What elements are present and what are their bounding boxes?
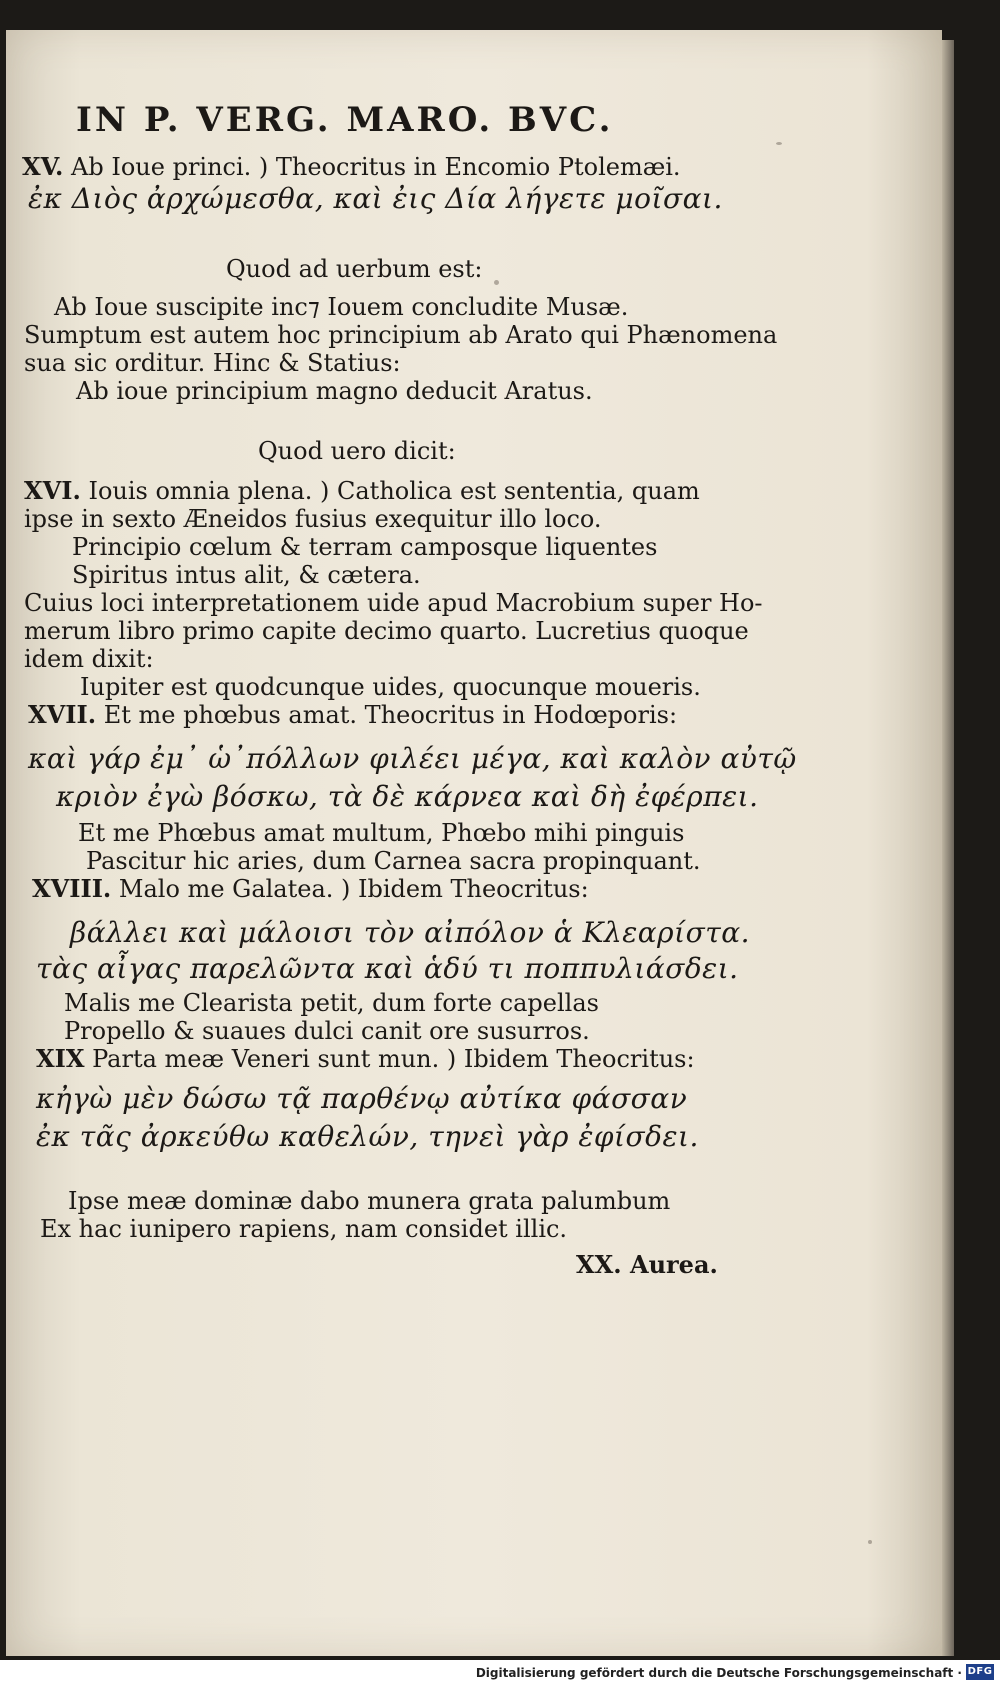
ink-spot — [494, 280, 499, 285]
text-line: merum libro primo capite decimo quarto. Lucretius quoque — [24, 617, 749, 645]
text-line — [36, 1044, 695, 1074]
greek-line: κἠγὼ μὲν δώσω τᾷ παρθένῳ αὐτίκα φάσσαν — [36, 1082, 688, 1115]
text-line: Malis me Clearista petit, dum forte capellas — [64, 989, 599, 1017]
text-line: Ab ioue principium magno deducit Aratus. — [76, 377, 593, 405]
text-line: Et me Phœbus amat multum, Phœbo mihi pinguis — [78, 819, 685, 847]
text-line: Sumptum est autem hoc principium ab Arato qui Phænomena — [24, 321, 778, 349]
text-line: Iupiter est quodcunque uides, quocunque moueris. — [80, 673, 701, 701]
section-heading: Quod uero dicit: — [258, 437, 456, 465]
verse-number: XIX — [36, 1044, 85, 1073]
text-line: Principio cœlum & terram camposque liquentes — [72, 533, 658, 561]
dfg-logo: DFG — [966, 1664, 994, 1680]
ink-spot — [776, 142, 782, 145]
text-line — [22, 152, 681, 182]
ink-spot — [868, 1540, 872, 1544]
text-line — [28, 700, 677, 730]
text-line — [24, 476, 700, 506]
verse-number: XV. — [22, 152, 64, 181]
text-line: Pascitur hic aries, dum Carnea sacra propinquant. — [86, 847, 701, 875]
greek-line: ἐκ Διὸς ἀρχώμεσθα, καὶ ἐις Δία λήγετε μοῖσαι. — [28, 182, 723, 215]
greek-line: καὶ γάρ ἐμ᾽ ὡ᾽πόλλων φιλέει μέγα, καὶ καλὸν αὐτῷ — [28, 742, 797, 775]
line-text: Parta meæ Veneri sunt mun. ) Ibidem Theocritus: — [92, 1045, 695, 1073]
funding-credit: Digitalisierung gefördert durch die Deutsche Forschungsgemeinschaft · — [475, 1666, 962, 1680]
line-text: Iouis omnia plena. ) Catholica est sententia, quam — [88, 477, 700, 505]
section-heading: Quod ad uerbum est: — [226, 255, 483, 283]
greek-line: ἐκ τᾶς ἀρκεύθω καθελών, τηνεὶ γὰρ ἐφίσδει. — [36, 1120, 699, 1153]
text-line: Spiritus intus alit, & cætera. — [72, 561, 421, 589]
text-line — [32, 874, 589, 904]
verse-number: XVI. — [24, 476, 81, 505]
text-line: Ex hac iunipero rapiens, nam considet illic. — [40, 1215, 568, 1243]
digitization-footer — [0, 1660, 1000, 1689]
line-text: Malo me Galatea. ) Ibidem Theocritus: — [118, 875, 589, 903]
greek-line: κριὸν ἐγὼ βόσκω, τὰ δὲ κάρνεα καὶ δὴ ἐφέρπει. — [56, 780, 759, 813]
line-text: Et me phœbus amat. Theocritus in Hodœporis: — [103, 701, 678, 729]
text-line: ipse in sexto Æneidos fusius exequitur illo loco. — [24, 505, 602, 533]
text-line: sua sic orditur. Hinc & Statius: — [24, 349, 401, 377]
book-page — [6, 30, 942, 1656]
text-line: Ab Ioue suscipite inc⁊ Iouem concludite Musæ. — [54, 293, 629, 321]
text-line: Ipse meæ dominæ dabo munera grata palumbum — [68, 1187, 671, 1215]
text-line: idem dixit: — [24, 645, 154, 673]
running-title: IN P. VERG. MARO. BVC. — [76, 100, 614, 140]
greek-line: βάλλει καὶ μάλοισι τὸν αἰπόλον ἁ Κλεαρίστα. — [70, 916, 751, 949]
catchword: XX. Aurea. — [576, 1250, 718, 1279]
text-line: Cuius loci interpretationem uide apud Macrobium super Ho- — [24, 589, 763, 617]
page-edge — [942, 40, 954, 1656]
line-text: Ab Ioue princi. ) Theocritus in Encomio Ptolemæi. — [71, 153, 681, 181]
verse-number: XVIII. — [32, 874, 112, 903]
greek-line: τὰς αἶγας παρελῶντα καὶ ἁδύ τι ποππυλιάσδει. — [36, 952, 739, 985]
text-line: Propello & suaues dulci canit ore susurros. — [64, 1017, 590, 1045]
verse-number: XVII. — [28, 700, 97, 729]
